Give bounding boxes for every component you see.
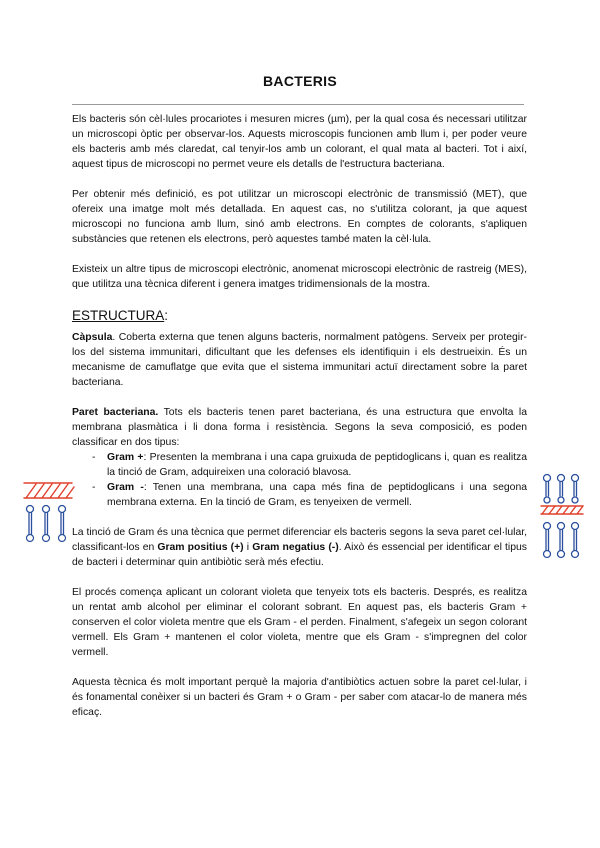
final-paragraph: Aquesta tècnica és molt important perquè la majoria d'antibiòtics actuen sobre la paret cel·lular, i és fonamental conèixer si un bacteri és Gram + o Gram - per saber com atacar-lo de manera més eficaç.: [72, 677, 527, 718]
page-title: BACTERIS: [263, 73, 337, 89]
intro-paragraph-2: Per obtenir més definició, es pot utilitzar un microscopi electrònic de transmissió (MET), que ofereix una imatge molt més detallada. En aquest cas, no s'utilitza colorant, ja que aquest microscopi no funciona amb llum, sinó amb electrons. En comptes de colorants, s'apliquen substàncies que retenen els electrons, però aquestes també maten la cèl·lula.: [72, 189, 527, 245]
document-body: [72, 112, 527, 735]
tincio-text-2: i: [243, 542, 253, 553]
gram-positive-text: : Presenten la membrana i una capa gruixuda de peptidoglicans i, quan es realitza la tinció de Gram, adquireixen una coloració blavosa.: [107, 452, 527, 478]
list-item-gram-positive: [92, 450, 527, 480]
gram-negative-term: Gram -: [107, 482, 144, 493]
intro-paragraph-1: Els bacteris són cèl·lules procariotes i mesuren micres (µm), per la qual cosa és necessari utilitzar un microscopi òptic per observar-los. Aquests microscopis funcionen amb llum i, per poder veure els bacteris amb més claredat, cal tenyir-los amb un colorant, el qual mata al bacteri. Tot i així, aquest tipus de microscopi no permet veure els detalls de l'estructura bacteriana.: [72, 114, 527, 170]
title-divider: [72, 104, 524, 105]
gram-negative-text: : Tenen una membrana, una capa més fina de peptidoglicans i una segona membrana externa. En la tinció de Gram, es tenyeixen de vermell.: [107, 482, 528, 508]
paret-paragraph: [72, 405, 527, 450]
paret-text: Tots els bacteris tenen paret bacteriana, és una estructura que envolta la membrana plasmàtica i li dona forma i resistència. Segons la seva composició, es poden classificar en dos tipus:: [72, 407, 527, 448]
gram-negative-wall-drawing: [537, 470, 587, 578]
proces-paragraph: El procés comença aplicant un colorant violeta que tenyeix tots els bacteris. Després, es realitza un rentat amb alcohol per eliminar el colorant sobrant. En aquest pas, els bacteris Gram + conserven el color violeta mentre que els Gram - el perden. Finalment, s'afegeix un segon colorant vermell. Els Gram + mantenen el color violeta, mentre que els Gram - s'impregnen del color vermell.: [72, 587, 527, 658]
capsula-paragraph: [72, 330, 527, 390]
intro-paragraph-3: Existeix un altre tipus de microscopi electrònic, anomenat microscopi electrònic de rastreig (MES), que utilitza una tècnica diferent i genera imatges tridimensionals de la mostra.: [72, 264, 527, 290]
paret-term: Paret bacteriana.: [72, 407, 159, 418]
tincio-bold-negative: Gram negatius (-): [252, 542, 339, 553]
gram-positive-term: Gram +: [107, 452, 144, 463]
capsula-text: . Coberta externa que tenen alguns bacteris, normalment patògens. Serveix per protegir-los del sistema immunitari, dificultant que les defenses els identifiquin i els destrueixin. És un mecanisme de camuflatge que evita que el sistema immunitari actuï directament sobre la paret bacteriana.: [72, 332, 527, 388]
section-heading-text: ESTRUCTURA: [72, 308, 165, 323]
capsula-term: Càpsula: [72, 332, 113, 343]
section-heading: [72, 307, 527, 325]
tincio-text-1: La tinció de Gram és una tècnica que permet diferenciar els bacteris segons la seva paret cel·lular, classificant-los en: [72, 527, 527, 553]
tincio-text-3: . Això és essencial per identificar el tipus de bacteri i determinar quin antibiòtic serà més efectiu.: [72, 542, 527, 568]
gram-positive-wall-drawing: [20, 478, 80, 546]
tincio-bold-positive: Gram positius (+): [157, 542, 244, 553]
gram-list: [72, 450, 527, 510]
tincio-paragraph: [72, 525, 527, 570]
list-item-gram-negative: [92, 480, 527, 510]
section-heading-colon: :: [164, 308, 169, 323]
